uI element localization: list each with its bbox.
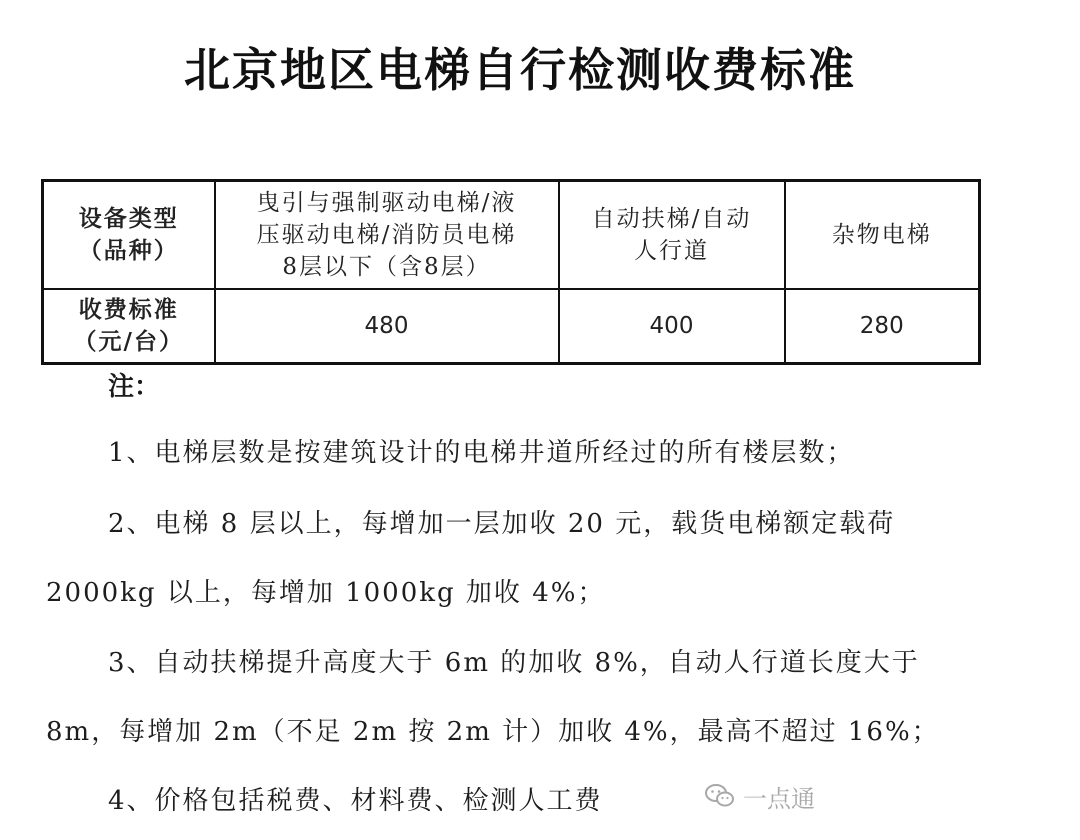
dumbwaiter-cell [785, 181, 980, 290]
fee-value: 480 [215, 289, 559, 364]
table-row [43, 289, 980, 364]
wechat-logo-icon [705, 783, 735, 809]
fee-value: 400 [559, 289, 785, 364]
page-title: 北京地区电梯自行检测收费标准 [184, 43, 856, 97]
equipment-type-header [43, 181, 215, 290]
cell-text-line: 人行道 [634, 238, 709, 264]
header-label-line: （品种） [78, 238, 179, 264]
note-item: 1、电梯层数是按建筑设计的电梯井道所经过的所有楼层数； [108, 438, 855, 468]
note-item: 4、价格包括税费、材料费、检测人工费 [108, 786, 603, 816]
cell-text-line: 8层以下（含8层） [282, 254, 491, 280]
fee-standard-header [43, 289, 215, 364]
header-label-line: （元/台） [73, 329, 184, 355]
note-item-continuation: 8m，每增加 2m（不足 2m 按 2m 计）加收 4%，最高不超过 16%； [46, 717, 940, 747]
note-item: 3、自动扶梯提升高度大于 6m 的加收 8%，自动人行道长度大于 [108, 648, 920, 678]
header-label-line: 收费标准 [78, 297, 179, 323]
cell-text-line: 压驱动电梯/消防员电梯 [256, 222, 517, 248]
note-item: 2、电梯 8 层以上，每增加一层加收 20 元，载货电梯额定载荷 [108, 509, 896, 539]
escalator-cell [559, 181, 785, 290]
note-item-continuation: 2000kg 以上，每增加 1000kg 加收 4%； [46, 578, 606, 608]
cell-text-line: 曳引与强制驱动电梯/液 [256, 190, 517, 216]
watermark-text: 一点通 [743, 784, 815, 813]
notes-heading: 注： [108, 372, 161, 402]
fee-table [41, 179, 981, 365]
table-row [43, 181, 980, 290]
cell-text-line: 自动扶梯/自动 [591, 206, 752, 232]
cell-text-line: 杂物电梯 [831, 222, 932, 248]
watermark [705, 774, 815, 818]
traction-elevator-cell [215, 181, 559, 290]
header-label-line: 设备类型 [78, 206, 179, 232]
fee-value: 280 [785, 289, 980, 364]
